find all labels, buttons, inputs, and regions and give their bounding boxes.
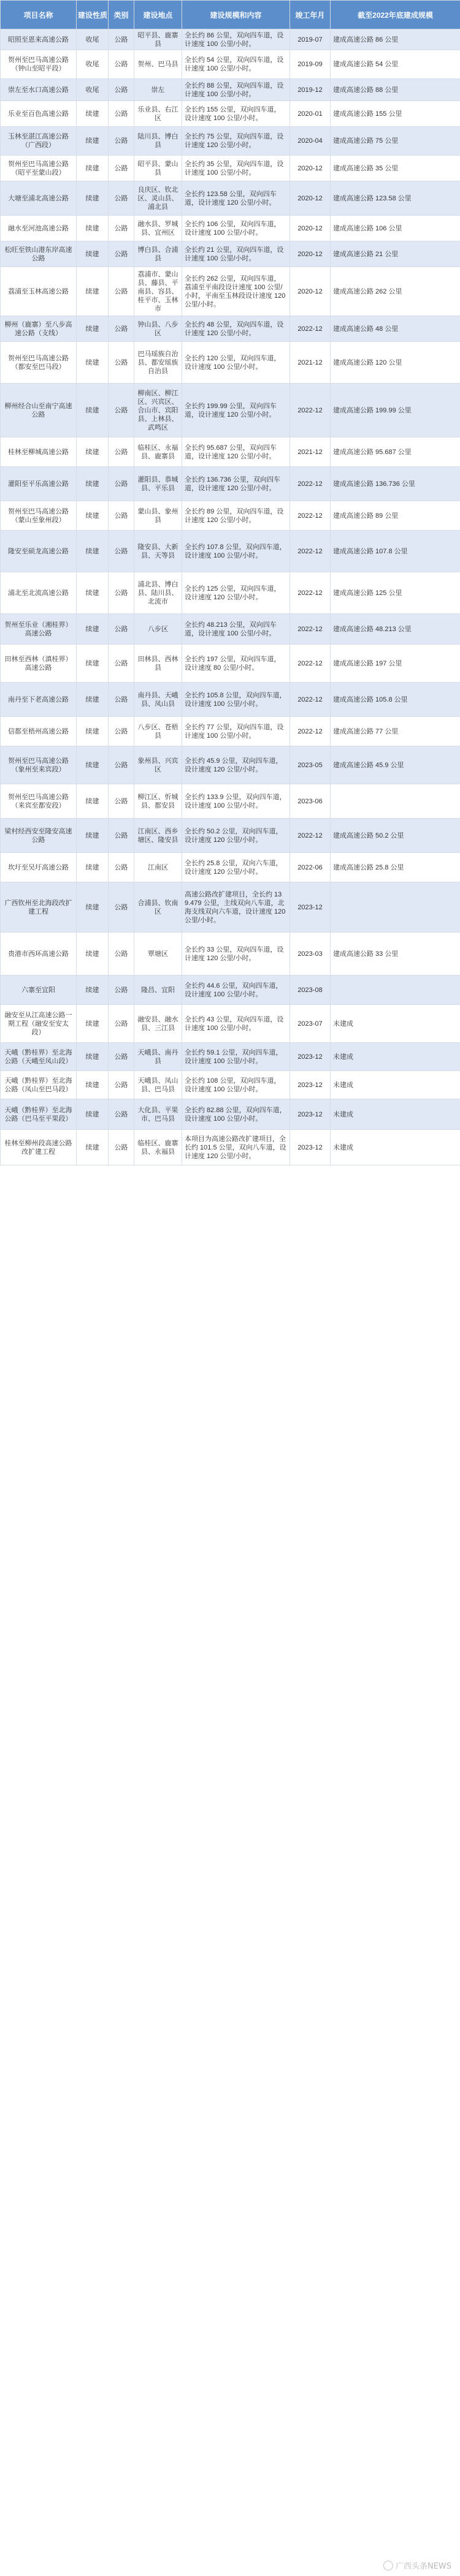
table-row — [1, 501, 460, 531]
cell-project-name: 柳州经合山至南宁高速公路 — [1, 384, 77, 438]
cell-category: 公路 — [109, 1130, 134, 1165]
cell-construction-nature: 续建 — [77, 853, 109, 882]
cell-location: 江南区、西乡塘区、隆安县 — [134, 819, 182, 853]
cell-construction-nature: 续建 — [77, 101, 109, 127]
cell-construction-nature: 收尾 — [77, 29, 109, 50]
cell-location: 融安县、融水县、三江县 — [134, 1005, 182, 1043]
cell-completion: 2023-12 — [290, 882, 331, 933]
cell-location: 南丹县、天峨县、凤山县 — [134, 683, 182, 717]
cell-completion: 2023-12 — [290, 1130, 331, 1165]
cell-construction-nature: 续建 — [77, 127, 109, 156]
cell-category: 公路 — [109, 975, 134, 1005]
cell-built-scope: 建成高速公路 105.8 公里 — [331, 683, 460, 717]
cell-completion: 2022-12 — [290, 572, 331, 614]
cell-location: 乐业县、右江区 — [134, 101, 182, 127]
cell-category: 公路 — [109, 79, 134, 101]
cell-construction-nature: 续建 — [77, 384, 109, 438]
cell-location: 融水县、罗城县、宜州区 — [134, 216, 182, 241]
cell-location: 江南区 — [134, 853, 182, 882]
cell-project-name: 天峨（黔桂界）至北海公路（巴马至平果段） — [1, 1099, 77, 1130]
cell-scale: 全长约 54 公里，双向四车道，设计速度 100 公里/小时。 — [182, 50, 290, 79]
cell-built-scope: 建成高速公路 262 公里 — [331, 267, 460, 316]
cell-project-name: 广西钦州至北海段改扩建工程 — [1, 882, 77, 933]
cell-completion: 2023-03 — [290, 933, 331, 975]
cell-built-scope: 建成高速公路 197 公里 — [331, 645, 460, 683]
cell-completion: 2020-12 — [290, 241, 331, 267]
watermark-logo-icon — [383, 2561, 393, 2570]
cell-project-name: 崇左至水口高速公路 — [1, 79, 77, 101]
cell-project-name: 南丹至下老高速公路 — [1, 683, 77, 717]
cell-project-name: 柳州（鹿寨）至八步高速公路（支线） — [1, 316, 77, 342]
table-row — [1, 746, 460, 784]
cell-construction-nature: 续建 — [77, 467, 109, 501]
cell-completion: 2023-12 — [290, 1099, 331, 1130]
table-row — [1, 384, 460, 438]
cell-location: 灌阳县、恭城县、平乐县 — [134, 467, 182, 501]
cell-location: 八步区 — [134, 614, 182, 645]
cell-built-scope: 建成高速公路 45.9 公里 — [331, 746, 460, 784]
cell-completion: 2020-12 — [290, 267, 331, 316]
cell-built-scope: 建成高速公路 136.736 公里 — [331, 467, 460, 501]
cell-construction-nature: 续建 — [77, 501, 109, 531]
cell-scale: 全长约 107.8 公里，双向四车道，设计速度 100 公里/小时。 — [182, 531, 290, 572]
cell-scale: 全长约 136.736 公里，双向四车道，设计速度 120 公里/小时。 — [182, 467, 290, 501]
table-row — [1, 438, 460, 467]
cell-construction-nature: 续建 — [77, 1130, 109, 1165]
cell-category: 公路 — [109, 784, 134, 819]
cell-scale: 全长约 120 公里，双向四车道，设计速度 100 公里/小时。 — [182, 342, 290, 384]
cell-scale: 全长约 45.9 公里，双向四车道，设计速度 120 公里/小时。 — [182, 746, 290, 784]
cell-location: 象州县、兴宾区 — [134, 746, 182, 784]
cell-category: 公路 — [109, 933, 134, 975]
table-row — [1, 267, 460, 316]
cell-location: 隆安县、大新县、天等县 — [134, 531, 182, 572]
table-row — [1, 342, 460, 384]
cell-project-name: 贺州至乐业（湘桂界）高速公路 — [1, 614, 77, 645]
cell-completion: 2022-12 — [290, 316, 331, 342]
table-row — [1, 1071, 460, 1099]
cell-completion: 2020-12 — [290, 156, 331, 181]
cell-project-name: 桂林至柳城高速公路 — [1, 438, 77, 467]
header-construction-nature: 建设性质 — [77, 1, 109, 29]
cell-project-name: 玉林至湛江高速公路（广西段） — [1, 127, 77, 156]
table-row — [1, 975, 460, 1005]
cell-category: 公路 — [109, 683, 134, 717]
cell-construction-nature: 续建 — [77, 933, 109, 975]
cell-location: 陆川县、博白县 — [134, 127, 182, 156]
cell-built-scope: 未建成 — [331, 1130, 460, 1165]
cell-construction-nature: 续建 — [77, 819, 109, 853]
cell-location: 隆昌、宜阳 — [134, 975, 182, 1005]
cell-category: 公路 — [109, 1005, 134, 1043]
cell-scale: 全长约 59.1 公里，双向四车道，设计速度 100 公里/小时。 — [182, 1043, 290, 1071]
cell-location: 天峨县、南丹县 — [134, 1043, 182, 1071]
cell-project-name: 桂林至柳州段高速公路改扩建工程 — [1, 1130, 77, 1165]
cell-construction-nature: 续建 — [77, 1043, 109, 1071]
table-row — [1, 572, 460, 614]
cell-construction-nature: 续建 — [77, 241, 109, 267]
cell-built-scope — [331, 882, 460, 933]
cell-location: 覃塘区 — [134, 933, 182, 975]
cell-scale: 全长约 86 公里，双向四车道，设计速度 100 公里/小时。 — [182, 29, 290, 50]
cell-project-name: 融安至从江高速公路一期工程（融安至安太段） — [1, 1005, 77, 1043]
cell-construction-nature: 续建 — [77, 882, 109, 933]
cell-scale: 全长约 25.8 公里，双向六车道，设计速度 120 公里/小时。 — [182, 853, 290, 882]
cell-project-name: 昭照至恩来高速公路 — [1, 29, 77, 50]
cell-built-scope: 建成高速公路 21 公里 — [331, 241, 460, 267]
cell-category: 公路 — [109, 1099, 134, 1130]
cell-scale: 全长约 95.687 公里，双向四车道，设计速度 120 公里/小时。 — [182, 438, 290, 467]
cell-project-name: 贺州至巴马高速公路（来宾至都安段） — [1, 784, 77, 819]
cell-built-scope: 建成高速公路 75 公里 — [331, 127, 460, 156]
cell-construction-nature: 续建 — [77, 316, 109, 342]
cell-completion: 2022-06 — [290, 853, 331, 882]
cell-project-name: 六寨至宜阳 — [1, 975, 77, 1005]
cell-project-name: 贺州至巴马高速公路（蒙山至象州段） — [1, 501, 77, 531]
table-row — [1, 1099, 460, 1130]
cell-completion: 2023-12 — [290, 1043, 331, 1071]
cell-completion: 2023-12 — [290, 1071, 331, 1099]
cell-built-scope: 未建成 — [331, 1099, 460, 1130]
table-row — [1, 467, 460, 501]
cell-completion: 2020-12 — [290, 181, 331, 216]
header-category: 类别 — [109, 1, 134, 29]
cell-scale: 全长约 199.99 公里，双向四车道，设计速度 120 公里/小时。 — [182, 384, 290, 438]
cell-scale: 全长约 48.213 公里，双向四车道，设计速度 100 公里/小时。 — [182, 614, 290, 645]
cell-location: 荔浦市、蒙山县、藤县、平南县、容县、桂平市、玉林市 — [134, 267, 182, 316]
cell-category: 公路 — [109, 746, 134, 784]
cell-location: 合浦县、钦南区 — [134, 882, 182, 933]
table-row — [1, 241, 460, 267]
table-row — [1, 1043, 460, 1071]
header-completion: 竣工年月 — [290, 1, 331, 29]
table-header — [1, 1, 460, 29]
cell-category: 公路 — [109, 156, 134, 181]
table-row — [1, 882, 460, 933]
cell-scale: 全长约 108 公里，双向四车道，设计速度 100 公里/小时。 — [182, 1071, 290, 1099]
cell-scale: 全长约 125 公里，双向四车道，设计速度 120 公里/小时。 — [182, 572, 290, 614]
cell-location: 巴马瑶族自治县、都安瑶族自治县 — [134, 342, 182, 384]
cell-project-name: 贺州至巴马高速公路（都安至巴马段） — [1, 342, 77, 384]
cell-location: 临桂区、鹿寨县、永福县 — [134, 1130, 182, 1165]
cell-location: 天峨县、凤山县、巴马县 — [134, 1071, 182, 1099]
cell-completion: 2020-12 — [290, 216, 331, 241]
cell-completion: 2023-06 — [290, 784, 331, 819]
cell-project-name: 贺州至巴马高速公路（钟山至昭平段） — [1, 50, 77, 79]
cell-completion: 2023-07 — [290, 1005, 331, 1043]
cell-location: 钟山县、八步区 — [134, 316, 182, 342]
cell-construction-nature: 续建 — [77, 614, 109, 645]
table-body — [1, 29, 460, 1165]
cell-built-scope: 建成高速公路 107.8 公里 — [331, 531, 460, 572]
cell-completion: 2019-07 — [290, 29, 331, 50]
cell-built-scope: 建成高速公路 125 公里 — [331, 572, 460, 614]
cell-category: 公路 — [109, 1071, 134, 1099]
cell-construction-nature: 收尾 — [77, 79, 109, 101]
project-table — [0, 0, 460, 1165]
cell-location: 柳江区、忻城县、都安县 — [134, 784, 182, 819]
cell-category: 公路 — [109, 316, 134, 342]
cell-project-name: 贺州至巴马高速公路（象州至来宾段） — [1, 746, 77, 784]
cell-construction-nature: 续建 — [77, 784, 109, 819]
cell-scale: 全长约 77 公里，双向四车道，设计速度 100 公里/小时。 — [182, 717, 290, 746]
table-row — [1, 933, 460, 975]
cell-category: 公路 — [109, 531, 134, 572]
cell-scale: 全长约 155 公里，双向四车道，设计速度 100 公里/小时。 — [182, 101, 290, 127]
cell-built-scope: 未建成 — [331, 1005, 460, 1043]
cell-construction-nature: 续建 — [77, 156, 109, 181]
cell-completion: 2022-12 — [290, 614, 331, 645]
cell-scale: 全长约 197 公里，双向四车道，设计速度 80 公里/小时。 — [182, 645, 290, 683]
table-row — [1, 683, 460, 717]
cell-category: 公路 — [109, 181, 134, 216]
header-built-scope: 截至2022年底建成规模 — [331, 1, 460, 29]
cell-location: 贺州、巴马县 — [134, 50, 182, 79]
cell-location: 八步区、苍梧县 — [134, 717, 182, 746]
cell-built-scope: 建成高速公路 89 公里 — [331, 501, 460, 531]
cell-scale: 全长约 133.9 公里，双向四车道，设计速度 100 公里/小时。 — [182, 784, 290, 819]
cell-project-name: 融水至河池高速公路 — [1, 216, 77, 241]
table-row — [1, 101, 460, 127]
cell-scale: 全长约 33 公里，双向四车道，设计速度 120 公里/小时。 — [182, 933, 290, 975]
cell-built-scope: 建成高速公路 33 公里 — [331, 933, 460, 975]
cell-completion: 2022-12 — [290, 467, 331, 501]
cell-completion: 2022-12 — [290, 501, 331, 531]
cell-built-scope — [331, 784, 460, 819]
cell-project-name: 松旺至铁山港东岸高速公路 — [1, 241, 77, 267]
cell-category: 公路 — [109, 267, 134, 316]
cell-scale: 高速公路改扩建项目，全长约 139.479 公里，主线双向八车道，北海支线双向六车道，设计速度 120 公里/小时。 — [182, 882, 290, 933]
table-row — [1, 531, 460, 572]
cell-completion: 2022-12 — [290, 531, 331, 572]
cell-scale: 全长约 88 公里，双向四车道，设计速度 100 公里/小时。 — [182, 79, 290, 101]
cell-built-scope: 建成高速公路 120 公里 — [331, 342, 460, 384]
cell-category: 公路 — [109, 614, 134, 645]
cell-scale: 全长约 123.58 公里，双向四车道，设计速度 120 公里/小时。 — [182, 181, 290, 216]
cell-construction-nature: 续建 — [77, 438, 109, 467]
cell-built-scope: 建成高速公路 106 公里 — [331, 216, 460, 241]
cell-construction-nature: 续建 — [77, 717, 109, 746]
cell-location: 博白县、合浦县 — [134, 241, 182, 267]
cell-project-name: 天峨（黔桂界）至北海公路（天峨至凤山段） — [1, 1043, 77, 1071]
cell-location: 蒙山县、象州县 — [134, 501, 182, 531]
cell-construction-nature: 续建 — [77, 267, 109, 316]
cell-built-scope — [331, 975, 460, 1005]
cell-scale: 全长约 21 公里，双向四车道，设计速度 100 公里/小时。 — [182, 241, 290, 267]
table-row — [1, 1130, 460, 1165]
watermark — [383, 2559, 451, 2571]
cell-project-name: 天峨（黔桂界）至北海公路（凤山至巴马段） — [1, 1071, 77, 1099]
cell-built-scope: 建成高速公路 35 公里 — [331, 156, 460, 181]
cell-scale: 全长约 43 公里，双向四车道，设计速度 100 公里/小时。 — [182, 1005, 290, 1043]
cell-scale: 全长约 35 公里，双向四车道，设计速度 100 公里/小时。 — [182, 156, 290, 181]
cell-built-scope: 未建成 — [331, 1043, 460, 1071]
table-row — [1, 127, 460, 156]
cell-construction-nature: 续建 — [77, 1071, 109, 1099]
cell-category: 公路 — [109, 645, 134, 683]
cell-completion: 2019-12 — [290, 79, 331, 101]
cell-location: 崇左 — [134, 79, 182, 101]
cell-category: 公路 — [109, 501, 134, 531]
cell-category: 公路 — [109, 101, 134, 127]
cell-completion: 2021-12 — [290, 342, 331, 384]
cell-built-scope: 建成高速公路 199.99 公里 — [331, 384, 460, 438]
cell-completion: 2022-12 — [290, 683, 331, 717]
cell-completion: 2019-09 — [290, 50, 331, 79]
cell-category: 公路 — [109, 127, 134, 156]
table-row — [1, 316, 460, 342]
cell-scale: 全长约 50.2 公里，双向四车道，设计速度 120 公里/小时。 — [182, 819, 290, 853]
cell-project-name: 贵港市西环高速公路 — [1, 933, 77, 975]
cell-category: 公路 — [109, 29, 134, 50]
cell-construction-nature: 续建 — [77, 1005, 109, 1043]
table-row — [1, 29, 460, 50]
cell-construction-nature: 续建 — [77, 181, 109, 216]
cell-project-name: 坎圩至吴圩高速公路 — [1, 853, 77, 882]
table-row — [1, 216, 460, 241]
cell-built-scope: 建成高速公路 54 公里 — [331, 50, 460, 79]
header-row — [1, 1, 460, 29]
cell-construction-nature: 续建 — [77, 645, 109, 683]
cell-category: 公路 — [109, 342, 134, 384]
cell-location: 大化县、平果市、巴马县 — [134, 1099, 182, 1130]
cell-scale: 全长约 44.6 公里，双向四车道，设计速度 100 公里/小时。 — [182, 975, 290, 1005]
table-row — [1, 784, 460, 819]
table-row — [1, 79, 460, 101]
table-row — [1, 853, 460, 882]
cell-completion: 2023-05 — [290, 746, 331, 784]
cell-location: 昭平县、蒙山县 — [134, 156, 182, 181]
cell-category: 公路 — [109, 853, 134, 882]
table-row — [1, 156, 460, 181]
table-row — [1, 181, 460, 216]
cell-construction-nature: 续建 — [77, 531, 109, 572]
cell-scale: 全长约 89 公里，双向四车道，设计速度 120 公里/小时。 — [182, 501, 290, 531]
watermark-text: 广西头条NEWS — [395, 2562, 451, 2571]
cell-construction-nature: 续建 — [77, 342, 109, 384]
table-row — [1, 645, 460, 683]
table-row — [1, 819, 460, 853]
cell-built-scope: 建成高速公路 95.687 公里 — [331, 438, 460, 467]
cell-construction-nature: 收尾 — [77, 50, 109, 79]
cell-category: 公路 — [109, 819, 134, 853]
cell-category: 公路 — [109, 241, 134, 267]
header-project-name: 项目名称 — [1, 1, 77, 29]
cell-construction-nature: 续建 — [77, 572, 109, 614]
cell-category: 公路 — [109, 50, 134, 79]
cell-built-scope: 建成高速公路 86 公里 — [331, 29, 460, 50]
cell-completion: 2020-04 — [290, 127, 331, 156]
cell-category: 公路 — [109, 572, 134, 614]
cell-project-name: 灌阳至平乐高速公路 — [1, 467, 77, 501]
cell-completion: 2022-12 — [290, 819, 331, 853]
cell-project-name: 浦北至北流高速公路 — [1, 572, 77, 614]
table-row — [1, 614, 460, 645]
cell-category: 公路 — [109, 384, 134, 438]
cell-scale: 全长约 105.8 公里，双向四车道，设计速度 100 公里/小时。 — [182, 683, 290, 717]
cell-project-name: 荔浦至玉林高速公路 — [1, 267, 77, 316]
cell-construction-nature: 续建 — [77, 216, 109, 241]
cell-built-scope: 建成高速公路 123.58 公里 — [331, 181, 460, 216]
cell-project-name: 信都至梧州高速公路 — [1, 717, 77, 746]
cell-project-name: 乐业至百色高速公路 — [1, 101, 77, 127]
cell-construction-nature: 续建 — [77, 746, 109, 784]
cell-built-scope: 未建成 — [331, 1071, 460, 1099]
cell-scale: 全长约 262 公里，双向四车道，荔浦至平南段设计速度 100 公里/小时，平南至玉林段设计速度 120 公里/小时。 — [182, 267, 290, 316]
cell-scale: 全长约 48 公里，双向四车道，设计速度 120 公里/小时。 — [182, 316, 290, 342]
cell-location: 临桂区、永福县、鹿寨县 — [134, 438, 182, 467]
cell-project-name: 大塘至浦北高速公路 — [1, 181, 77, 216]
cell-construction-nature: 续建 — [77, 1099, 109, 1130]
cell-built-scope: 建成高速公路 48 公里 — [331, 316, 460, 342]
cell-location: 昭平县、鹿寨县 — [134, 29, 182, 50]
cell-scale: 全长约 75 公里，双向四车道，设计速度 120 公里/小时。 — [182, 127, 290, 156]
cell-built-scope: 建成高速公路 50.2 公里 — [331, 819, 460, 853]
cell-category: 公路 — [109, 882, 134, 933]
cell-construction-nature: 续建 — [77, 683, 109, 717]
cell-built-scope: 建成高速公路 25.8 公里 — [331, 853, 460, 882]
cell-completion: 2023-08 — [290, 975, 331, 1005]
cell-project-name: 梁村经西安至隆安高速公路 — [1, 819, 77, 853]
cell-built-scope: 建成高速公路 155 公里 — [331, 101, 460, 127]
cell-completion: 2022-12 — [290, 717, 331, 746]
cell-category: 公路 — [109, 216, 134, 241]
cell-scale: 全长约 82.88 公里，双向四车道，设计速度 100 公里/小时。 — [182, 1099, 290, 1130]
cell-location: 浦北县、博白县、陆川县、北流市 — [134, 572, 182, 614]
cell-category: 公路 — [109, 438, 134, 467]
cell-completion: 2021-12 — [290, 438, 331, 467]
header-location: 建设地点 — [134, 1, 182, 29]
table-row — [1, 50, 460, 79]
cell-scale: 本项目为高速公路改扩建项目，全长约 101.5 公里，双向八车道，设计速度 120 公里/小时。 — [182, 1130, 290, 1165]
cell-built-scope: 建成高速公路 88 公里 — [331, 79, 460, 101]
table-row — [1, 717, 460, 746]
header-scale: 建设规模和内容 — [182, 1, 290, 29]
cell-location: 良庆区、钦北区、灵山县、浦北县 — [134, 181, 182, 216]
cell-project-name: 贺州至巴马高速公路（昭平至蒙山段） — [1, 156, 77, 181]
table-row — [1, 1005, 460, 1043]
cell-completion: 2020-01 — [290, 101, 331, 127]
cell-location: 田林县、西林县 — [134, 645, 182, 683]
cell-construction-nature: 续建 — [77, 975, 109, 1005]
cell-category: 公路 — [109, 467, 134, 501]
cell-project-name: 隆安至硕龙高速公路 — [1, 531, 77, 572]
cell-completion: 2022-12 — [290, 384, 331, 438]
cell-scale: 全长约 106 公里，双向四车道，设计速度 100 公里/小时。 — [182, 216, 290, 241]
cell-category: 公路 — [109, 717, 134, 746]
cell-location: 柳南区、柳江区、兴宾区、合山市、宾阳县、上林县、武鸣区 — [134, 384, 182, 438]
cell-category: 公路 — [109, 1043, 134, 1071]
cell-built-scope: 建成高速公路 77 公里 — [331, 717, 460, 746]
cell-built-scope: 建成高速公路 48.213 公里 — [331, 614, 460, 645]
cell-project-name: 田林至西林（滇桂界）高速公路 — [1, 645, 77, 683]
cell-completion: 2022-12 — [290, 645, 331, 683]
